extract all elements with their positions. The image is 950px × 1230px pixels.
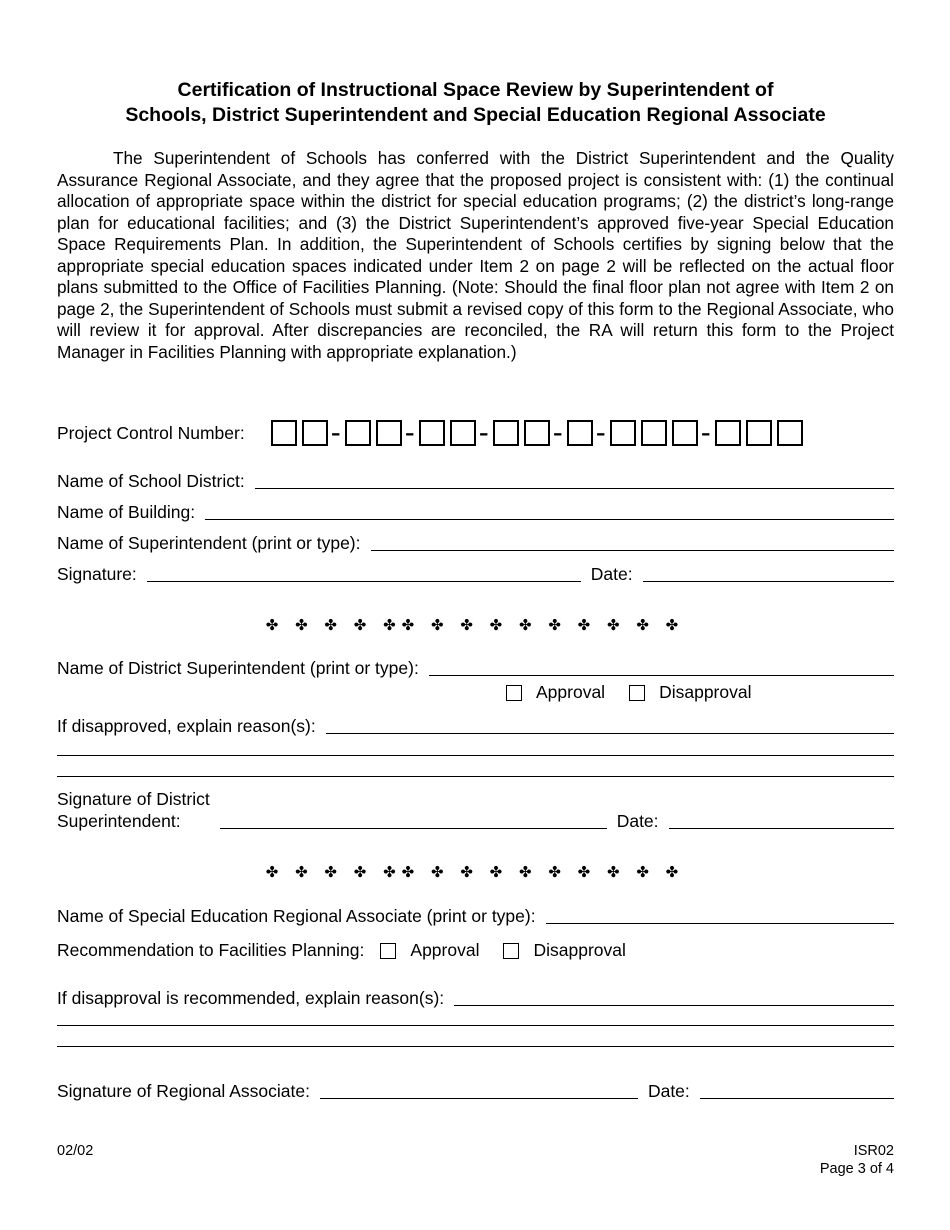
- regional-associate-row: [57, 903, 894, 927]
- ds-explain-row: [57, 713, 894, 737]
- pcn-digit-box[interactable]: [271, 420, 297, 446]
- pcn-dash: -: [552, 416, 563, 449]
- ds-explain-label: If disapproved, explain reason(s):: [57, 716, 316, 736]
- page-number: Page 3 of 4: [819, 1161, 894, 1177]
- pcn-digit-box[interactable]: [419, 420, 445, 446]
- pcn-dash: -: [330, 416, 341, 449]
- form-title-line-1: Certification of Instructional Space Review by Superintendent of: [177, 79, 774, 101]
- ra-approval-checkbox[interactable]: [380, 943, 396, 959]
- ra-disapproval-option[interactable]: [503, 940, 625, 961]
- district-superintendent-name-label: Name of District Superintendent (print or type):: [57, 658, 419, 678]
- pcn-digit-box[interactable]: [672, 420, 698, 446]
- project-control-number-label: Project Control Number:: [57, 423, 245, 443]
- superintendent-signature-field[interactable]: [147, 580, 581, 582]
- ds-signature-row: [57, 788, 894, 832]
- building-row: [57, 499, 894, 523]
- ornament-separator: ✤ ✤ ✤ ✤ ✤✤ ✤ ✤ ✤ ✤ ✤ ✤ ✤ ✤ ✤: [265, 863, 685, 881]
- school-district-field[interactable]: [255, 487, 894, 489]
- ds-date-label: Date:: [616, 811, 659, 831]
- superintendent-name-label: Name of Superintendent (print or type):: [57, 533, 361, 553]
- pcn-digit-box[interactable]: [376, 420, 402, 446]
- form-title-line-2: Schools, District Superintendent and Special Education Regional Associate: [125, 104, 826, 126]
- superintendent-date-field[interactable]: [643, 580, 894, 582]
- ra-disapproval-checkbox[interactable]: [503, 943, 519, 959]
- ra-explain-field[interactable]: [454, 1004, 894, 1006]
- footer-date: 02/02: [57, 1143, 94, 1159]
- date-label: Date:: [590, 564, 633, 584]
- pcn-dash: -: [700, 416, 711, 449]
- pcn-digit-box[interactable]: [610, 420, 636, 446]
- project-control-number-row: [57, 410, 808, 449]
- ds-disapproval-option[interactable]: [629, 682, 751, 703]
- ra-explain-row: [57, 985, 894, 1009]
- form-id: ISR02: [853, 1143, 894, 1159]
- ds-signature-label: [57, 788, 220, 832]
- ds-explain-line[interactable]: [57, 755, 894, 756]
- footer-right: [820, 1142, 894, 1178]
- ra-signature-label: Signature of Regional Associate:: [57, 1081, 310, 1101]
- pcn-digit-box[interactable]: [567, 420, 593, 446]
- project-control-number-boxes: [271, 416, 808, 449]
- ds-disapproval-checkbox[interactable]: [629, 685, 645, 701]
- ds-explain-field[interactable]: [326, 732, 894, 734]
- ra-explain-line[interactable]: [57, 1025, 894, 1026]
- ds-approval-label: Approval: [536, 682, 606, 702]
- pcn-digit-box[interactable]: [715, 420, 741, 446]
- signature-label: Signature:: [57, 564, 137, 584]
- regional-associate-name-field[interactable]: [546, 922, 894, 924]
- ds-signature-label-line-1: Signature of District: [57, 789, 210, 809]
- pcn-digit-box[interactable]: [302, 420, 328, 446]
- ra-recommendation-row: [57, 940, 650, 961]
- ra-signature-field[interactable]: [320, 1097, 638, 1099]
- pcn-digit-box[interactable]: [746, 420, 772, 446]
- ra-disapproval-label: Disapproval: [533, 940, 626, 960]
- pcn-digit-box[interactable]: [524, 420, 550, 446]
- ds-approval-checkbox[interactable]: [506, 685, 522, 701]
- pcn-digit-box[interactable]: [450, 420, 476, 446]
- superintendent-signature-row: [57, 561, 894, 585]
- building-field[interactable]: [205, 518, 894, 520]
- ra-approval-label: Approval: [410, 940, 480, 960]
- ra-explain-label: If disapproval is recommended, explain reason(s):: [57, 988, 445, 1008]
- intro-paragraph: The Superintendent of Schools has conferred with the District Superintendent and the Quality Assurance Regional Associate, and they agree that the proposed project is consistent with: (1) the continual allocation of appropriate space within the district for special education programs; (2) the district’s long-range plan for educational facilities; and (3) the District Superintendent’s approved five-year Special Education Space Requirements Plan. In addition, the Superintendent of Schools certifies by signing below that the appropriate special education spaces indicated under Item 2 on page 2 will be reflected on the actual floor plans submitted to the Office of Facilities Planning. (Note: Should the final floor plan not agree with Item 2 on page 2, the Superintendent of Schools must submit a revised copy of this form to the Regional Associate, who will review it for approval. After discrepancies are reconciled, the RA will return this form to the Project Manager in Facilities Planning with appropriate explanation.): [57, 148, 894, 362]
- district-superintendent-name-field[interactable]: [429, 674, 894, 676]
- ra-explain-line[interactable]: [57, 1046, 894, 1047]
- ds-explain-line[interactable]: [57, 776, 894, 777]
- district-superintendent-row: [57, 655, 894, 679]
- ds-decision-checkboxes: [506, 682, 775, 703]
- ornament-separator: ✤ ✤ ✤ ✤ ✤✤ ✤ ✤ ✤ ✤ ✤ ✤ ✤ ✤ ✤: [265, 616, 685, 634]
- ds-date-field[interactable]: [669, 827, 894, 829]
- superintendent-row: [57, 530, 894, 554]
- ra-date-field[interactable]: [700, 1097, 894, 1099]
- pcn-dash: -: [404, 416, 415, 449]
- regional-associate-name-label: Name of Special Education Regional Associate (print or type):: [57, 906, 536, 926]
- school-district-row: [57, 468, 894, 492]
- ds-signature-label-line-2: Superintendent:: [57, 811, 181, 831]
- pcn-digit-box[interactable]: [345, 420, 371, 446]
- ds-approval-option[interactable]: [506, 682, 605, 703]
- ra-approval-option[interactable]: [380, 940, 479, 961]
- pcn-dash: -: [478, 416, 489, 449]
- building-label: Name of Building:: [57, 502, 196, 522]
- ra-signature-row: [57, 1078, 894, 1102]
- pcn-digit-box[interactable]: [777, 420, 803, 446]
- form-title: [57, 78, 894, 128]
- pcn-digit-box[interactable]: [641, 420, 667, 446]
- superintendent-name-field[interactable]: [371, 549, 895, 551]
- recommendation-label: Recommendation to Facilities Planning:: [57, 940, 365, 960]
- ra-date-label: Date:: [647, 1081, 690, 1101]
- school-district-label: Name of School District:: [57, 471, 245, 491]
- pcn-dash: -: [595, 416, 606, 449]
- ds-disapproval-label: Disapproval: [659, 682, 752, 702]
- ds-signature-field[interactable]: [220, 827, 607, 829]
- pcn-digit-box[interactable]: [493, 420, 519, 446]
